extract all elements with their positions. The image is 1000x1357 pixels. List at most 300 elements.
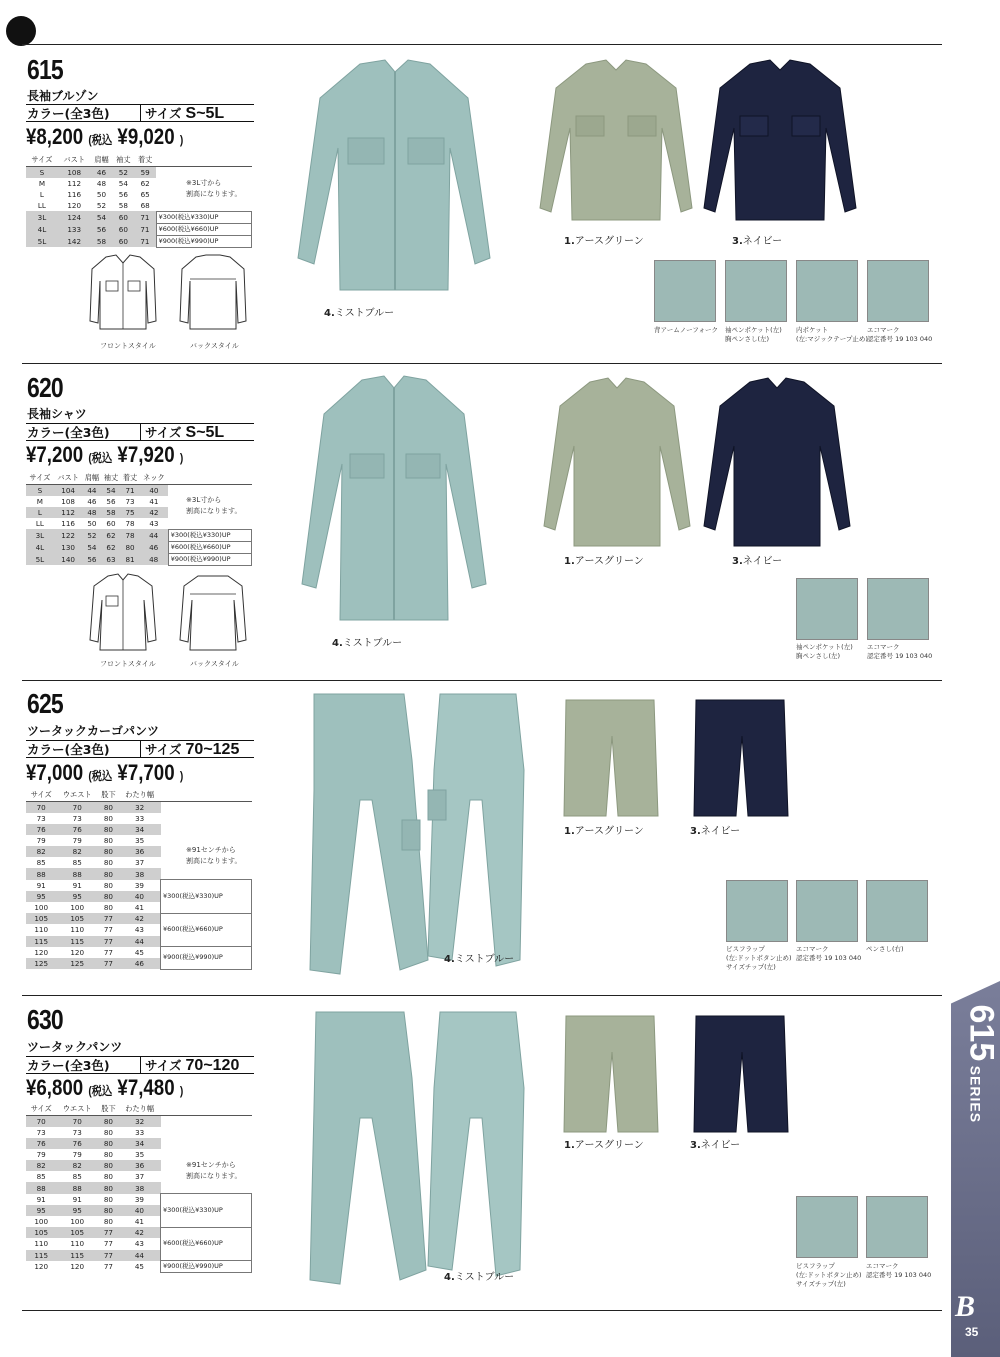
table-cell: 110 [70, 1239, 85, 1249]
table-cell [161, 824, 252, 835]
table-cell: 60 [112, 211, 134, 223]
color-size-line [26, 740, 254, 758]
table-cell: 52 [82, 529, 101, 541]
detail-photo [796, 260, 858, 322]
table-row [26, 541, 252, 553]
table-cell: 124 [58, 211, 91, 223]
price-line: ¥7,000 (税込 ¥7,700 ) [26, 760, 184, 785]
detail-photo [867, 260, 929, 322]
price-line: ¥6,800 (税込 ¥7,480 ) [26, 1075, 184, 1100]
table-header: わたり幅 [119, 790, 161, 801]
table-row [26, 1149, 252, 1160]
color-size-line [26, 1056, 254, 1074]
detail-caption: 内ポケット (左:マジックテープ止め) [796, 326, 868, 343]
table-cell: 70 [56, 1115, 98, 1127]
table-cell: 79 [72, 835, 82, 845]
table-cell: 4L [26, 223, 58, 235]
table-cell: 91 [36, 1194, 46, 1204]
table-cell: 54 [118, 178, 128, 188]
detail-caption: ピスフラップ (左:ドットボタン止め) サイズチップ(左) [726, 945, 792, 971]
table-row [26, 484, 252, 496]
table-cell: 88 [56, 1182, 98, 1193]
table-cell: 73 [125, 496, 135, 506]
surcharge-cell: ¥300(税込¥330)UP [156, 211, 251, 223]
table-cell: 140 [54, 553, 83, 565]
table-header: 肩幅 [82, 473, 101, 484]
table-row [26, 235, 252, 247]
table-row [26, 200, 252, 211]
table-cell: 38 [119, 868, 161, 879]
caption-earth-green: 1.アースグリーン [564, 1140, 644, 1151]
table-cell: 80 [98, 1115, 119, 1127]
table-cell: 33 [135, 813, 145, 823]
table-cell: 56 [118, 189, 128, 199]
surcharge-note: ※91センチから 割高になります。 [186, 846, 242, 865]
table-cell: 91 [72, 880, 82, 890]
table-cell [161, 1127, 252, 1138]
table-cell: 41 [134, 903, 144, 913]
table-header: 股下 [98, 790, 119, 801]
table-row [26, 1227, 252, 1238]
divider [22, 995, 942, 996]
table-cell: 40 [119, 1205, 161, 1216]
table-cell: 91 [72, 1194, 82, 1204]
table-cell: LL [35, 518, 44, 528]
table-row [26, 1194, 252, 1205]
table-header: ウエスト [56, 790, 98, 801]
caption-mist-blue: 4.ミストブルー [444, 1272, 515, 1283]
table-cell: 73 [36, 1127, 46, 1137]
pants-back-photo [420, 1008, 540, 1280]
cargo-pants-front-photo [300, 690, 436, 980]
table-cell: 65 [140, 189, 150, 199]
table-cell: 95 [56, 1205, 98, 1216]
table-cell: 46 [140, 541, 169, 553]
table-cell: 43 [134, 1239, 144, 1249]
detail-photo [725, 260, 787, 322]
table-cell [168, 518, 251, 529]
table-cell: 35 [135, 835, 145, 845]
table-cell: 58 [91, 235, 113, 247]
table-cell: 58 [118, 200, 128, 210]
table-cell: 38 [119, 1182, 161, 1193]
detail-caption: 袖ペンポケット(左) 胸ペンさし(左) [796, 643, 853, 660]
table-cell: 62 [101, 541, 120, 553]
table-cell: 60 [112, 235, 134, 247]
price-line: ¥8,200 (税込 ¥9,020 ) [26, 124, 184, 149]
table-cell: 80 [98, 891, 119, 902]
table-cell: 88 [56, 868, 98, 879]
table-cell: 34 [119, 1138, 161, 1149]
surcharge-note: ※3L寸から 割高になります。 [186, 179, 242, 198]
table-cell: 79 [36, 835, 46, 845]
table-cell: 54 [82, 541, 101, 553]
table-header: バスト [58, 155, 91, 166]
size-label: サイズ [145, 741, 182, 757]
table-cell: 105 [56, 913, 98, 924]
table-cell: 125 [26, 958, 56, 969]
table-cell: 80 [103, 880, 114, 890]
table-cell: 125 [56, 958, 98, 969]
table-row [26, 1127, 252, 1138]
product-name: ツータックカーゴパンツ [27, 724, 160, 738]
table-cell: 70 [26, 801, 56, 813]
surcharge-cell: ¥300(税込¥330)UP [161, 1194, 252, 1228]
table-row [26, 868, 252, 879]
caption-mist-blue: 4.ミストブルー [324, 308, 395, 319]
divider [22, 680, 942, 681]
table-cell: 105 [26, 1227, 56, 1238]
table-cell: 77 [98, 1227, 119, 1238]
table-cell: 77 [103, 1239, 114, 1249]
table-cell: 48 [96, 178, 107, 188]
table-cell: 79 [36, 1149, 46, 1159]
size-table [26, 790, 252, 970]
page-number: 35 [965, 1325, 979, 1339]
table-cell: 50 [96, 189, 107, 199]
front-style-sketch [86, 570, 160, 654]
table-cell: 80 [98, 1138, 119, 1149]
size-range: S~5L [185, 104, 225, 122]
table-cell: 71 [134, 223, 156, 235]
back-style-sketch [176, 570, 250, 654]
detail-caption: エコマーク 認定番号 19 103 040 [867, 326, 933, 343]
table-header: ネック [140, 473, 169, 484]
table-cell [156, 166, 251, 178]
pants-earth-green-photo [560, 1012, 664, 1136]
table-cell: 120 [34, 1262, 49, 1272]
table-cell: 120 [70, 1262, 85, 1272]
table-row [26, 518, 252, 529]
detail-caption: 袖ペンポケット(左) 胸ペンさし(左) [725, 326, 782, 343]
brand-logo: B [955, 1290, 976, 1323]
table-header [156, 155, 251, 166]
table-cell: 77 [103, 925, 114, 935]
table-cell: 41 [134, 1217, 144, 1227]
table-cell: 54 [91, 211, 113, 223]
color-label: カラー(全3色) [26, 424, 141, 440]
table-header [168, 473, 251, 484]
surcharge-cell: ¥600(税込¥660)UP [168, 541, 251, 553]
caption-navy: 3.ネイビー [690, 826, 741, 837]
table-cell: 105 [56, 1227, 98, 1238]
table-cell: S [26, 166, 58, 178]
table-cell: 80 [103, 1194, 114, 1204]
table-cell: 34 [119, 824, 161, 835]
shirt-navy-photo [700, 376, 854, 550]
table-cell: 4L [26, 541, 54, 553]
front-style-label: フロントスタイル [100, 660, 156, 668]
table-cell: M [38, 178, 46, 188]
table-cell: 80 [103, 858, 114, 868]
table-cell: 77 [98, 958, 119, 969]
detail-photo [866, 1196, 928, 1258]
table-cell: 73 [72, 813, 82, 823]
table-cell: 42 [119, 913, 161, 924]
table-cell [168, 484, 251, 496]
table-cell: 62 [101, 529, 120, 541]
table-cell: 81 [121, 553, 140, 565]
table-row [26, 880, 252, 891]
product-code: 620 [27, 372, 63, 403]
table-cell: 44 [82, 484, 101, 496]
size-range: S~5L [185, 423, 225, 441]
color-label: カラー(全3色) [26, 741, 141, 757]
surcharge-cell: ¥600(税込¥660)UP [161, 913, 252, 947]
table-cell: 68 [140, 200, 150, 210]
price-with-tax: ¥7,480 [117, 1075, 175, 1100]
table-header: サイズ [26, 473, 54, 484]
table-header: 袖丈 [112, 155, 134, 166]
table-cell: 80 [121, 541, 140, 553]
table-cell: 80 [103, 1217, 114, 1227]
table-cell: 71 [134, 235, 156, 247]
table-cell: 80 [103, 1172, 114, 1182]
detail-caption: エコマーク 認定番号 19 103 040 [866, 1262, 932, 1279]
table-cell: 80 [103, 1127, 114, 1137]
table-cell: 43 [134, 925, 144, 935]
caption-navy: 3.ネイビー [690, 1140, 741, 1151]
series-number: 615 [962, 1004, 1000, 1062]
size-table [26, 1104, 252, 1273]
table-cell: 76 [26, 824, 56, 835]
jacket-navy-photo [700, 58, 860, 226]
table-cell: 52 [112, 166, 134, 178]
table-cell: 100 [70, 903, 85, 913]
table-header [161, 790, 252, 801]
product-code: 630 [27, 1004, 63, 1035]
table-cell: 80 [103, 813, 114, 823]
table-row [26, 813, 252, 824]
table-cell [161, 801, 252, 813]
detail-photo [796, 1196, 858, 1258]
table-cell: 56 [91, 223, 113, 235]
size-table [26, 155, 252, 248]
table-cell: 5L [26, 235, 58, 247]
divider [22, 44, 942, 45]
caption-mist-blue: 4.ミストブルー [444, 954, 515, 965]
table-cell: 88 [26, 868, 56, 879]
table-cell: 5L [26, 553, 54, 565]
table-cell: 80 [98, 1160, 119, 1171]
surcharge-note: ※3L寸から 割高になります。 [186, 496, 242, 515]
table-cell: 108 [61, 496, 75, 506]
table-cell: 116 [67, 189, 82, 199]
tax-label: (税込 [88, 133, 113, 147]
table-header: 着丈 [134, 155, 156, 166]
caption-navy: 3.ネイビー [732, 236, 783, 247]
table-cell: 133 [58, 223, 91, 235]
table-cell: 70 [26, 1115, 56, 1127]
surcharge-note: ※91センチから 割高になります。 [186, 1161, 242, 1180]
detail-photo [796, 880, 858, 942]
caption-earth-green: 1.アースグリーン [564, 236, 644, 247]
size-table [26, 473, 252, 566]
table-cell: 110 [70, 925, 85, 935]
surcharge-cell: ¥600(税込¥660)UP [156, 223, 251, 235]
table-row [26, 947, 252, 958]
table-cell [161, 1115, 252, 1127]
table-cell: 56 [106, 496, 116, 506]
table-cell: 77 [98, 1250, 119, 1261]
table-cell: 42 [140, 507, 169, 518]
table-cell: 77 [103, 947, 114, 957]
cargo-pants-earth-green-photo [560, 696, 664, 820]
detail-caption: ピスフラップ (左:ドットボタン止め) サイズチップ(左) [796, 1262, 862, 1288]
table-cell [161, 1149, 252, 1160]
price: ¥7,000 [26, 760, 84, 785]
table-cell: 44 [119, 936, 161, 947]
table-cell: 33 [135, 1127, 145, 1137]
table-cell: 100 [70, 1217, 85, 1227]
table-row [26, 1182, 252, 1193]
table-row [26, 824, 252, 835]
table-cell: 115 [26, 1250, 56, 1261]
table-header: 肩幅 [91, 155, 113, 166]
table-cell: 48 [82, 507, 101, 518]
table-cell: 75 [121, 507, 140, 518]
price-with-tax: ¥7,920 [117, 442, 175, 467]
table-cell: 120 [34, 947, 49, 957]
table-cell [161, 868, 252, 879]
price: ¥6,800 [26, 1075, 84, 1100]
table-cell: 60 [112, 223, 134, 235]
color-size-line [26, 423, 254, 441]
tax-label: (税込 [88, 769, 113, 783]
table-cell: 36 [119, 846, 161, 857]
table-row [26, 1115, 252, 1127]
divider [22, 1310, 942, 1311]
detail-photo [654, 260, 716, 322]
table-cell: 43 [149, 518, 159, 528]
surcharge-cell: ¥300(税込¥330)UP [168, 529, 251, 541]
table-header: サイズ [26, 1104, 56, 1115]
table-cell: 76 [56, 824, 98, 835]
table-cell: 48 [140, 553, 169, 565]
divider [22, 363, 942, 364]
detail-caption: 背アームノーフォーク [654, 326, 718, 334]
section-marker-dot [6, 16, 36, 46]
detail-photo [866, 880, 928, 942]
table-cell: 80 [103, 1149, 114, 1159]
table-cell: 44 [140, 529, 169, 541]
table-cell: 85 [72, 858, 82, 868]
table-cell: 78 [121, 529, 140, 541]
table-cell: 71 [134, 211, 156, 223]
table-row [26, 913, 252, 924]
table-cell: 95 [26, 1205, 56, 1216]
table-cell: 80 [98, 801, 119, 813]
table-cell: 36 [119, 1160, 161, 1171]
pants-front-photo [300, 1008, 436, 1290]
table-cell: 110 [34, 925, 49, 935]
detail-caption: ペンさし(右) [866, 945, 904, 953]
table-cell: 54 [101, 484, 120, 496]
table-cell: 80 [98, 824, 119, 835]
price-with-tax: ¥7,700 [117, 760, 175, 785]
table-cell: 70 [56, 801, 98, 813]
table-cell: 112 [54, 507, 83, 518]
table-cell: 3L [26, 211, 58, 223]
color-label: カラー(全3色) [26, 105, 141, 121]
table-cell: M [36, 496, 43, 506]
table-cell: 105 [26, 913, 56, 924]
product-code: 625 [27, 688, 63, 719]
table-cell: 73 [36, 813, 46, 823]
surcharge-cell: ¥300(税込¥330)UP [161, 880, 252, 914]
color-label: カラー(全3色) [26, 1057, 141, 1073]
detail-photo [867, 578, 929, 640]
table-cell: 52 [96, 200, 107, 210]
table-cell: 80 [103, 835, 114, 845]
table-cell [161, 1182, 252, 1193]
table-row [26, 1261, 252, 1273]
size-label: サイズ [145, 1057, 182, 1073]
detail-photo [796, 578, 858, 640]
table-cell: 120 [67, 200, 82, 210]
table-cell: 100 [34, 903, 49, 913]
table-cell: 110 [34, 1239, 49, 1249]
table-cell: 45 [134, 947, 144, 957]
size-range: 70~125 [185, 740, 240, 758]
table-cell: 108 [58, 166, 91, 178]
table-cell: 112 [67, 178, 82, 188]
back-style-label: バックスタイル [190, 660, 239, 668]
table-cell: 79 [72, 1149, 82, 1159]
table-cell: 77 [103, 1262, 114, 1272]
caption-earth-green: 1.アースグリーン [564, 826, 644, 837]
table-cell: 32 [119, 1115, 161, 1127]
table-cell: 82 [56, 1160, 98, 1171]
product-code: 615 [27, 54, 63, 85]
table-cell: 88 [26, 1182, 56, 1193]
table-row [26, 166, 252, 178]
table-cell: L [39, 189, 44, 199]
table-cell: 85 [72, 1172, 82, 1182]
table-cell [161, 1138, 252, 1149]
table-header: 股下 [98, 1104, 119, 1115]
table-header: 袖丈 [101, 473, 120, 484]
table-cell [161, 813, 252, 824]
table-cell: 32 [119, 801, 161, 813]
table-cell: 59 [134, 166, 156, 178]
table-cell: 40 [119, 891, 161, 902]
caption-mist-blue: 4.ミストブルー [332, 638, 403, 649]
table-cell: LL [37, 200, 46, 210]
table-cell: 71 [121, 484, 140, 496]
table-cell: 115 [56, 1250, 98, 1261]
table-cell: 82 [26, 846, 56, 857]
table-cell: 80 [98, 846, 119, 857]
table-cell: 77 [98, 913, 119, 924]
table-cell [156, 200, 251, 211]
table-cell: 37 [135, 858, 145, 868]
table-cell: 39 [134, 1194, 144, 1204]
table-row [26, 211, 252, 223]
table-header: サイズ [26, 155, 58, 166]
table-cell: 42 [119, 1227, 161, 1238]
table-cell: 63 [101, 553, 120, 565]
tax-label: (税込 [88, 1084, 113, 1098]
table-cell: 80 [98, 1205, 119, 1216]
size-label: サイズ [145, 105, 182, 121]
table-cell: 46 [119, 958, 161, 969]
detail-caption: エコマーク 認定番号 19 103 040 [867, 643, 933, 660]
surcharge-cell: ¥900(税込¥990)UP [168, 553, 251, 565]
table-cell: 76 [26, 1138, 56, 1149]
table-cell: 130 [54, 541, 83, 553]
table-cell: 104 [54, 484, 83, 496]
